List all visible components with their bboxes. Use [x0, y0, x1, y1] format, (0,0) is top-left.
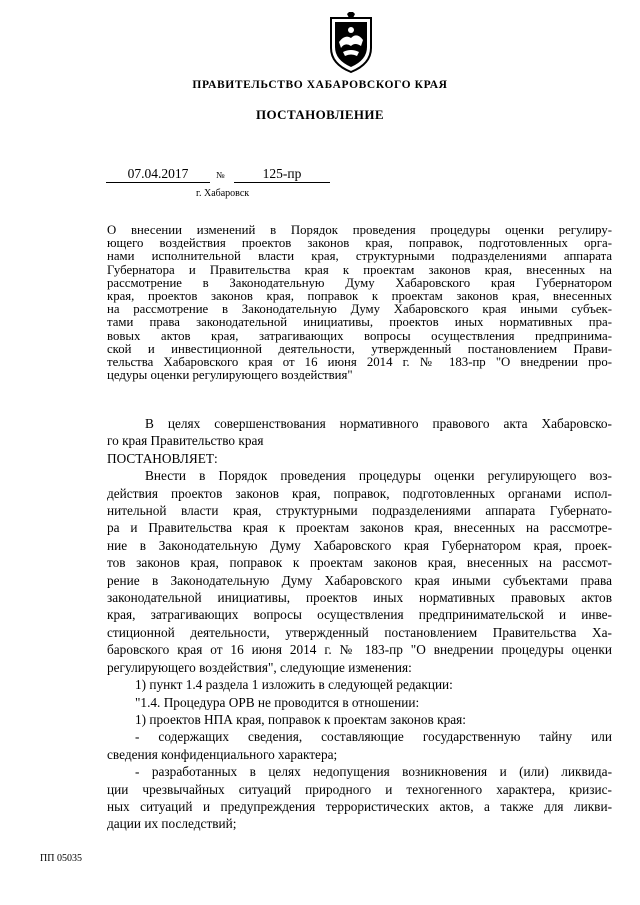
body-line: дации их последствий; [107, 816, 237, 832]
body-line: ных ситуаций и предупреждения террористических актов, а также для ликви- [107, 798, 612, 814]
decree-keyword: ПОСТАНОВЛЯЕТ: [107, 450, 218, 466]
city-name: г. Хабаровск [196, 188, 250, 199]
body-line: ние в Законодательную Думу Хабаровского края Губернатором края, проек- [107, 537, 612, 553]
document-date: 07.04.2017 [106, 166, 210, 183]
government-name: ПРАВИТЕЛЬСТВО ХАБАРОВСКОГО КРАЯ [192, 79, 448, 91]
body-line: - разработанных в целях недопущения возникновения и (или) ликвида- [135, 764, 612, 780]
body-line: края, затрагивающих вопросы осуществления предпринимательской и инве- [107, 607, 612, 623]
title-line: края, проектов законов края, поправок к проектам законов края, внесенных [107, 289, 612, 304]
title-line: тельства Хабаровского края от 16 июня 2014 г. № 183-пр "О внедрении про- [107, 355, 612, 370]
body-line: рение в Законодательную Думу Хабаровского края иными субъектами права [107, 572, 612, 588]
title-line: нами исполнительной власти края, структурными подразделениями аппарата [107, 249, 612, 264]
body-line: "1.4. Процедура ОРВ не проводится в отношении: [135, 694, 420, 710]
body-line: Внести в Порядок проведения процедуры оценки регулирующего воз- [145, 468, 612, 484]
document-title [107, 224, 612, 382]
body-line: законодательной инициативы, проектов иных нормативных правовых актов [107, 590, 612, 606]
body-line: нительной власти края, структурными подразделениями аппарата Губернато- [107, 503, 612, 519]
body-line: го края Правительство края [107, 433, 264, 449]
body-line: сведения конфиденциального характера; [107, 746, 338, 762]
title-line: на рассмотрение в Законодательную Думу Хабаровского края иными субъек- [107, 302, 612, 317]
body-line: 1) пункт 1.4 раздела 1 изложить в следующей редакции: [135, 677, 453, 693]
footer-code: ПП 05035 [40, 853, 82, 864]
document-body [107, 415, 612, 833]
body-line: В целях совершенствования нормативного правового акта Хабаровско- [145, 416, 612, 431]
title-line: цедуры оценки регулирующего воздействия" [107, 368, 353, 383]
body-line: регулирующего воздействия", следующие изменения: [107, 659, 412, 675]
body-line: - содержащих сведения, составляющие государственную тайну или [135, 729, 612, 745]
title-line: Губернатора и Правительства края к проектам законов края, внесенных на [107, 262, 612, 277]
body-line: стиционной деятельности, утвержденный постановлением Правительства Ха- [107, 624, 612, 640]
body-line: 1) проектов НПА края, поправок к проектам законов края: [135, 711, 466, 727]
document-type: ПОСТАНОВЛЕНИЕ [255, 107, 385, 122]
body-line: тов законов края, поправок к проектам законов края, внесенных на рассмот- [107, 555, 612, 571]
title-line: ющего воздействия проектов законов края, поправок, подготовленных орга- [107, 236, 612, 251]
document-number: 125-пр [234, 166, 330, 183]
body-line: ра и Правительства края к проектам законов края, внесенных на рассмотре- [107, 520, 612, 536]
title-line: ской и инвестиционной деятельности, утвержденный постановлением Прави- [107, 341, 612, 356]
number-sign: № [216, 170, 225, 180]
coat-of-arms-emblem [325, 12, 377, 74]
body-line: ции чрезвычайных ситуаций природного и техногенного характера, кризис- [107, 781, 612, 797]
title-line: тами права законодательной инициативы, проектов иных нормативных пра- [107, 315, 612, 330]
title-line: О внесении изменений в Порядок проведения процедуры оценки регулиру- [107, 223, 612, 237]
body-line: действия проектов законов края, поправок, подготовленных органами испол- [107, 485, 612, 501]
title-line: вовых актов края, затрагивающих вопросы осуществления предпринима- [107, 328, 612, 343]
title-line: рассмотрение в Законодательную Думу Хабаровского края Губернатором [107, 275, 612, 290]
body-line: баровского края от 16 июня 2014 г. № 183-пр "О внедрении процедуры оценки [107, 642, 612, 658]
